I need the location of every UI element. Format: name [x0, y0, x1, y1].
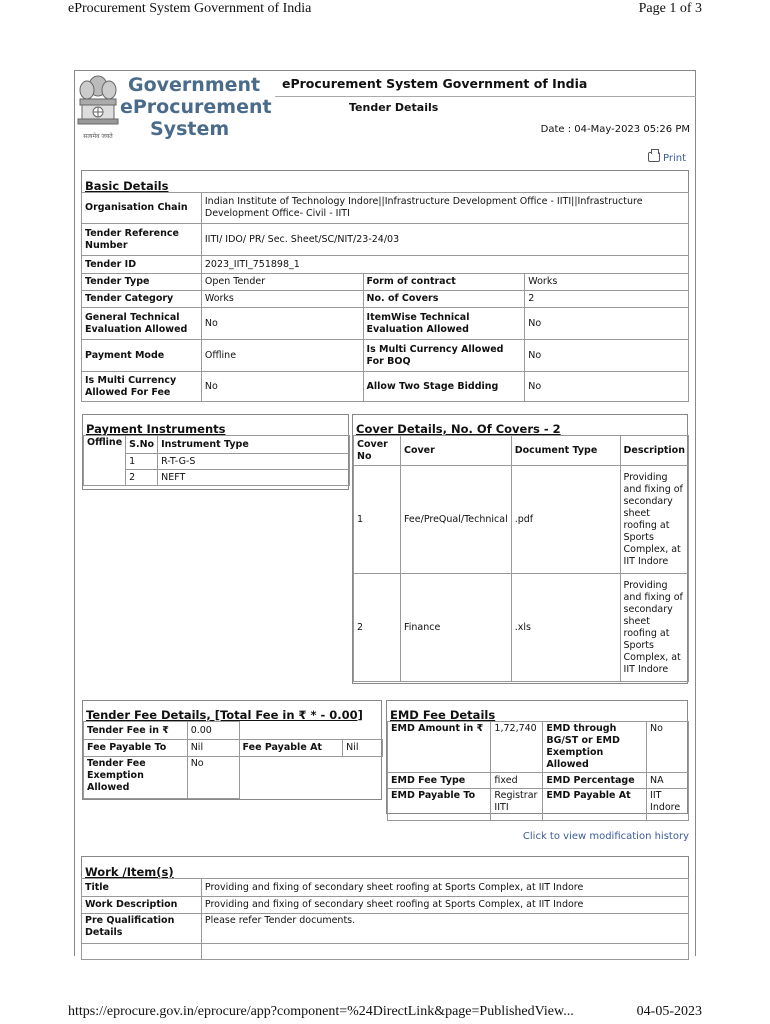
form-of-contract-value: Works — [525, 274, 689, 291]
emd-payable-to-label: EMD Payable To — [388, 789, 491, 821]
table-row — [82, 256, 689, 274]
cover-description: Providing and fixing of secondary sheet roofing at Sports Complex, at IIT Indore — [620, 466, 688, 574]
gen-tech-eval-label: General Technical Evaluation Allowed — [82, 308, 202, 340]
work-description-label: Work Description — [82, 897, 202, 914]
print-header — [0, 0, 770, 22]
site-title: eProcurement System Government of India — [282, 76, 588, 91]
emd-payable-at-label: EMD Payable At — [543, 789, 647, 821]
table-row — [82, 914, 689, 944]
multi-currency-fee-label: Is Multi Currency Allowed For Fee — [82, 372, 202, 402]
work-items-section — [81, 856, 689, 960]
emd-bg-value: No — [647, 722, 689, 773]
table-row — [388, 773, 689, 789]
table-row — [82, 372, 689, 402]
table-row — [388, 722, 689, 773]
table-row — [82, 291, 689, 308]
table-row — [84, 722, 383, 740]
multi-currency-fee-value: No — [201, 372, 363, 402]
emd-fee-table — [387, 721, 689, 821]
title-divider — [275, 96, 696, 97]
cover-no: 2 — [354, 574, 401, 682]
work-items-table — [81, 878, 689, 960]
instrument-sno: 2 — [126, 470, 158, 486]
work-title-value: Providing and fixing of secondary sheet roofing at Sports Complex, at IIT Indore — [201, 879, 688, 897]
print-label: Print — [662, 153, 686, 164]
print-header-page: Page 1 of 3 — [638, 1, 702, 16]
multi-currency-boq-label: Is Multi Currency Allowed For BOQ — [363, 340, 525, 372]
tender-id-value: 2023_IITI_751898_1 — [201, 256, 688, 274]
table-row — [82, 879, 689, 897]
national-emblem-icon — [74, 72, 122, 148]
table-row — [82, 274, 689, 291]
table-row — [388, 789, 689, 821]
col-sno-header: S.No — [126, 436, 158, 454]
two-stage-label: Allow Two Stage Bidding — [363, 372, 525, 402]
page-title: Tender Details — [349, 101, 439, 114]
cover-doc-type: .pdf — [511, 466, 620, 574]
prequal-label: Pre Qualification Details — [82, 914, 202, 944]
table-row — [82, 944, 689, 960]
emblem-caption: सत्यमेव जयते — [83, 133, 113, 140]
basic-details-section — [81, 170, 689, 402]
emd-payable-to-value: Registrar IITI — [491, 789, 543, 821]
tender-type-value: Open Tender — [201, 274, 363, 291]
table-row — [82, 340, 689, 372]
fee-payable-at-value: Nil — [343, 740, 383, 757]
emd-fee-type-label: EMD Fee Type — [388, 773, 491, 789]
col-cover-header: Cover — [400, 436, 511, 466]
print-footer-url: https://eprocure.gov.in/eprocure/app?component=%24DirectLink&page=PublishedView... — [68, 1004, 574, 1019]
instrument-type: NEFT — [158, 470, 350, 486]
no-of-covers-label: No. of Covers — [363, 291, 525, 308]
logo-line-1: Government — [128, 74, 261, 96]
no-of-covers-value: 2 — [525, 291, 689, 308]
emd-percentage-label: EMD Percentage — [543, 773, 647, 789]
printer-icon — [648, 152, 660, 162]
tender-fee-heading: Tender Fee Details, [Total Fee in ₹ * - 0.00] — [86, 708, 363, 722]
emd-percentage-value: NA — [647, 773, 689, 789]
tender-fee-label: Tender Fee in ₹ — [84, 722, 188, 740]
table-row — [84, 740, 383, 757]
tender-category-value: Works — [201, 291, 363, 308]
cover-name: Finance — [400, 574, 511, 682]
emd-bg-label: EMD through BG/ST or EMD Exemption Allowed — [543, 722, 647, 773]
tender-id-label: Tender ID — [82, 256, 202, 274]
payment-mode-value: Offline — [201, 340, 363, 372]
tender-type-label: Tender Type — [82, 274, 202, 291]
form-of-contract-label: Form of contract — [363, 274, 525, 291]
basic-details-table — [81, 192, 689, 402]
tender-ref-label: Tender Reference Number — [82, 224, 202, 256]
payment-instruments-table — [83, 435, 350, 486]
table-row — [354, 436, 689, 466]
gepp-logo — [74, 72, 272, 152]
cover-name: Fee/PreQual/Technical — [400, 466, 511, 574]
table-row — [82, 897, 689, 914]
logo-line-2: eProcurement — [120, 96, 272, 118]
table-row — [82, 308, 689, 340]
emd-amount-label: EMD Amount in ₹ — [388, 722, 491, 773]
print-button[interactable] — [648, 152, 686, 164]
tender-category-label: Tender Category — [82, 291, 202, 308]
table-row — [84, 436, 350, 454]
table-row — [354, 466, 689, 574]
tender-fee-value: 0.00 — [187, 722, 239, 740]
payment-instruments-heading: Payment Instruments — [86, 422, 226, 436]
emd-fee-heading: EMD Fee Details — [390, 708, 496, 722]
tender-fee-table — [83, 721, 383, 799]
table-row — [82, 193, 689, 224]
modification-history-link[interactable]: Click to view modification history — [522, 831, 689, 842]
payment-mode-cell: Offline — [84, 436, 126, 486]
emd-amount-value: 1,72,740 — [491, 722, 543, 773]
fee-exemption-value: No — [187, 757, 239, 799]
col-doc-type-header: Document Type — [511, 436, 620, 466]
prequal-value: Please refer Tender documents. — [201, 914, 688, 944]
print-footer-date: 04-05-2023 — [636, 1004, 702, 1019]
cover-details-section — [352, 414, 688, 684]
organisation-chain-label: Organisation Chain — [82, 193, 202, 224]
two-stage-value: No — [525, 372, 689, 402]
work-items-heading: Work /Item(s) — [85, 865, 174, 879]
cover-details-table — [353, 435, 689, 682]
col-description-header: Description — [620, 436, 688, 466]
itemwise-tech-eval-label: ItemWise Technical Evaluation Allowed — [363, 308, 525, 340]
work-description-value: Providing and fixing of secondary sheet roofing at Sports Complex, at IIT Indore — [201, 897, 688, 914]
cover-no: 1 — [354, 466, 401, 574]
cover-description: Providing and fixing of secondary sheet roofing at Sports Complex, at IIT Indore — [620, 574, 688, 682]
print-header-title: eProcurement System Government of India — [68, 1, 312, 16]
payment-mode-label: Payment Mode — [82, 340, 202, 372]
fee-payable-to-label: Fee Payable To — [84, 740, 188, 757]
fee-payable-at-label: Fee Payable At — [239, 740, 343, 757]
table-row — [354, 574, 689, 682]
cover-doc-type: .xls — [511, 574, 620, 682]
payment-instruments-section — [82, 414, 349, 490]
cover-details-heading: Cover Details, No. Of Covers - 2 — [356, 422, 561, 436]
basic-details-heading: Basic Details — [85, 179, 169, 193]
organisation-chain-value: Indian Institute of Technology Indore||Infrastructure Development Office - IITI||Infrastructure Development Office- Civil - IITI — [201, 193, 688, 224]
emd-fee-section — [386, 700, 688, 814]
table-row — [84, 757, 383, 799]
emd-fee-type-value: fixed — [491, 773, 543, 789]
tender-ref-value: IITI/ IDO/ PR/ Sec. Sheet/SC/NIT/23-24/03 — [201, 224, 688, 256]
itemwise-tech-eval-value: No — [525, 308, 689, 340]
fee-payable-to-value: Nil — [187, 740, 239, 757]
table-row — [82, 224, 689, 256]
print-footer — [0, 998, 770, 1024]
work-title-label: Title — [82, 879, 202, 897]
multi-currency-boq-value: No — [525, 340, 689, 372]
tender-fee-section — [82, 700, 382, 800]
col-type-header: Instrument Type — [158, 436, 350, 454]
instrument-sno: 1 — [126, 454, 158, 470]
fee-exemption-label: Tender Fee Exemption Allowed — [84, 757, 188, 799]
logo-line-3: System — [150, 118, 230, 140]
instrument-type: R-T-G-S — [158, 454, 350, 470]
col-cover-no-header: Cover No — [354, 436, 401, 466]
report-date: Date : 04-May-2023 05:26 PM — [540, 124, 690, 135]
emd-payable-at-value: IIT Indore — [647, 789, 689, 821]
gen-tech-eval-value: No — [201, 308, 363, 340]
